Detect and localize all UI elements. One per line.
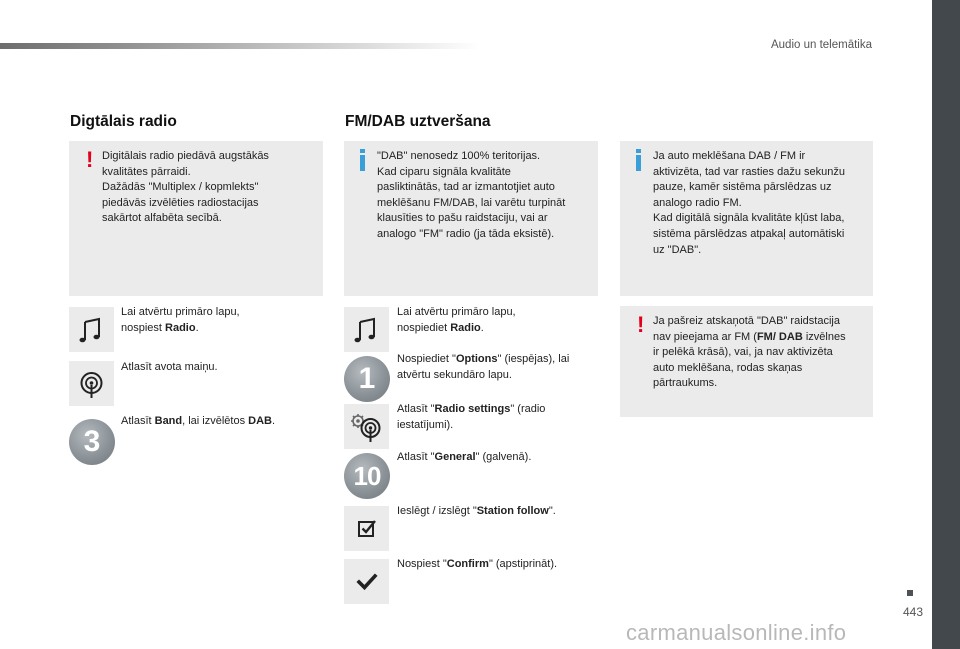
warning-icon: ! xyxy=(637,312,645,337)
warning-note-fm-unavailable xyxy=(620,306,873,417)
page-sidebar xyxy=(932,0,960,649)
heading-fm-dab-reception: FM/DAB uztveršana xyxy=(345,113,491,130)
step-open-primary-page: Lai atvērtu primāro lapu, nospiest Radio. xyxy=(121,306,240,334)
info-icon xyxy=(360,149,365,171)
note-text: Ja auto meklēšana DAB / FM ir aktivizēta, tad var rasties dažu sekunžu pauze, kamēr sistēma pārslēdzas uz analogo radio FM. Kad digitālā signāla kvalitāte kļūst laba, sistēma pārslēdzas atpakaļ automātiski uz "DAB". xyxy=(653,150,845,256)
step-toggle-station-follow: Ieslēgt / izslēgt "Station follow". xyxy=(397,505,556,517)
step-radio-settings: Atlasīt "Radio settings" (radio iestatījumi). xyxy=(397,403,546,431)
step-number-badge: 3 xyxy=(69,419,115,465)
radio-source-icon xyxy=(69,361,114,406)
step-open-primary-page: Lai atvērtu primāro lapu, nospiediet Radio. xyxy=(397,306,516,334)
music-note-icon xyxy=(69,307,114,352)
note-text: Ja pašreiz atskaņotā "DAB" raidstacija nav pieejama ar FM (FM/ DAB izvēlnes ir pelēkā krāsā), vai, ja nav aktivizēta auto meklēšana, rodas skaņas pārtraukums. xyxy=(653,315,846,390)
radio-settings-icon xyxy=(344,404,389,449)
note-text: Digitālais radio piedāvā augstākās kvalitātes pārraidi. Dažādās "Multiplex / kopmlekts" piedāvās izvēlēties radiostacijas sakārtot alfabēta secībā. xyxy=(102,150,269,225)
music-note-icon xyxy=(344,307,389,352)
step-number-badge: 10 xyxy=(344,453,390,499)
section-title: Audio un telemātika xyxy=(770,39,872,51)
page-number: 443 xyxy=(903,605,924,619)
info-note-dab-coverage xyxy=(344,141,598,296)
header-rule xyxy=(0,43,480,49)
heading-digital-radio: Digtālais radio xyxy=(70,113,177,130)
watermark: carmanualsonline.info xyxy=(626,620,847,645)
step-select-general: Atlasīt "General" (galvenā). xyxy=(397,451,532,463)
note-text: "DAB" nenosedz 100% teritorijas. Kad ciparu signāla kvalitāte pasliktinātās, tad ar izmantotjiet auto meklēšanu FM/DAB, lai varētu turpināt klausīties to pašu raidstaciju, vai ar analogo "FM" radio (ja tāda eksistē). xyxy=(377,150,566,240)
step-number-badge: 1 xyxy=(344,356,390,402)
step-press-options: Nospiediet "Options" (iespējas), lai atvērtu sekundāro lapu. xyxy=(397,353,570,381)
checkmark-icon xyxy=(344,559,389,604)
info-icon xyxy=(636,149,641,171)
step-press-confirm: Nospiest "Confirm" (apstiprināt). xyxy=(397,558,558,570)
page-marker xyxy=(907,590,913,596)
info-note-auto-search xyxy=(620,141,873,296)
checkbox-icon xyxy=(344,506,389,551)
step-select-source: Atlasīt avota maiņu. xyxy=(121,361,218,373)
warning-note-digital-radio xyxy=(69,141,323,296)
warning-icon: ! xyxy=(86,147,94,172)
step-select-band: Atlasīt Band, lai izvēlētos DAB. xyxy=(121,415,276,427)
